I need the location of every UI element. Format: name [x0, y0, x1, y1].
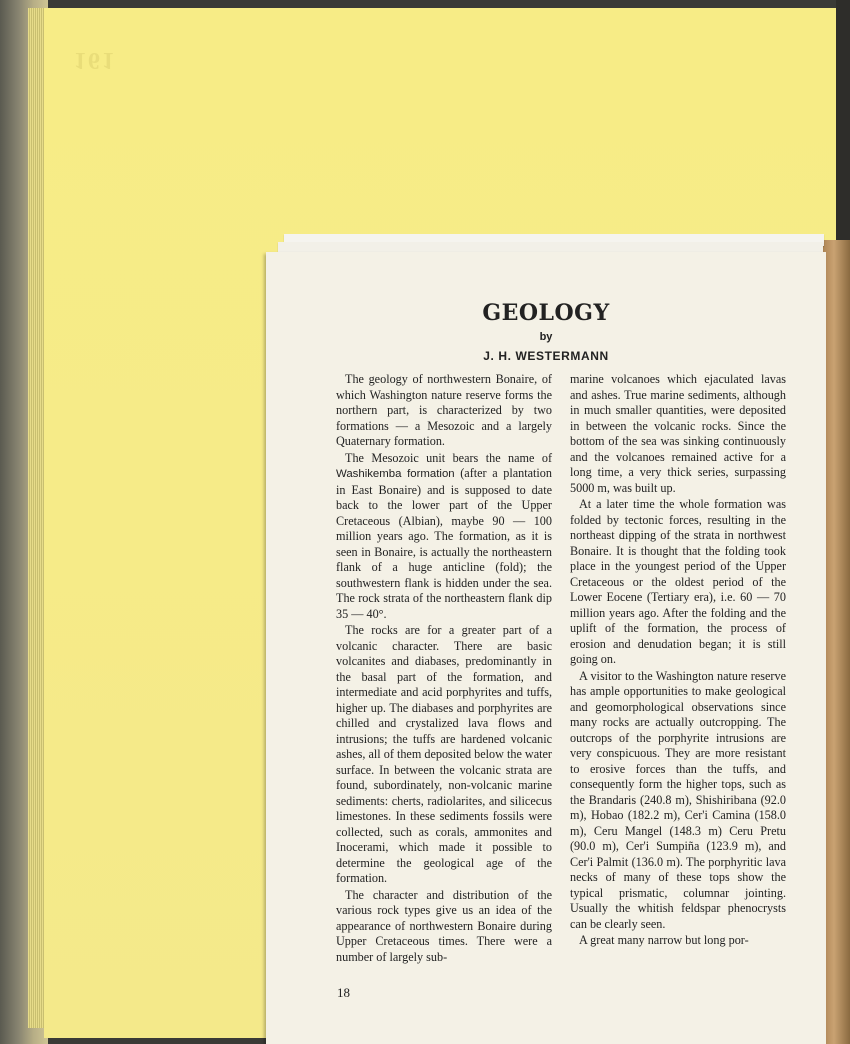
paragraph: A great many narrow but long por- — [579, 933, 749, 947]
paragraph-text: (after a plantation in East Bonaire) and is supposed to date back to the lower part of the Upper Cretaceous (Albian), maybe 90 — 100 million years ago. The formation, as it is seen in Bonaire, is actually the northeastern flank of a huge anticline (fold); the southwestern flank is hidden under the sea. The rock strata of the northeastern flank dip 35 — 40°. — [336, 466, 552, 621]
article-title: GEOLOGY — [482, 300, 610, 326]
paragraph — [336, 451, 552, 623]
paragraph: The character and distribution of the various rock types give us an idea of the appearance of northwestern Bonaire during Upper Cretaceous times. There were a number of largely sub- — [336, 887, 552, 964]
byline-by: by — [539, 331, 553, 343]
paragraph: A visitor to the Washington nature reserve has ample opportunities to make geological and geomorphological observations since many rocks are actually outcropping. The outcrops of the porphyrite intrusions are very conspicuous. They are more resistant to erosive forces than the tuffs, and consequently form the higher tops, such as the Brandaris (240.8 m), Shishiribana (92.0 m), Hobao (182.2 m), Cer'i Camina (158.0 m), Ceru Mangel (148.3 m) Ceru Pretu (90.0 m), Cer'i Sumpiña (123.9 m), and Cer'i Palmit (136.0 m). The porphyritic lava necks of many of these tops show the typical prismatic, columnar jointing. Usually the whitish feldspar phenocrysts can be clearly seen. — [570, 668, 786, 931]
paragraph: marine volcanoes which ejaculated lavas and ashes. True marine sediments, although in much smaller quantities, were deposited in between the volcanic rocks. Since the bottom of the sea was sinking continuously and the volcanoes remained active for a long time, a very thick series, surpassing 5000 m, was built up. — [570, 372, 786, 495]
paragraph: The geology of northwestern Bonaire, of which Washington nature reserve forms the northern part, is characterized by two formations — a Mesozoic and a largely Quaternary formation. — [336, 372, 552, 448]
text-column-left — [336, 372, 552, 965]
paragraph: The rocks are for a greater part of a volcanic character. There are basic volcanites and diabases, predominantly in the basal part of the formation, and intermediate and acid porphyrites and tuffs, higher up. The diabases and porphyrites are chilled and crystalized lava flows and intrusions; the tuffs are hardened volcanic ashes, all of them deposited below the water surface. In between the volcanic strata are found, subordinately, non-volcanic marine sediments: cherts, radiolarites, and silicecus limestones. In these sediments fossils were collected, such as corals, ammonites and Inocerami, which made it possible to determine the geological age of the formation. — [336, 623, 552, 885]
article-author: J. H. WESTERMANN — [483, 349, 609, 363]
paragraph: At a later time the whole formation was folded by tectonic forces, resulting in the northeast dipping of the strata in northwest Bonaire. It is thought that the folding took place in the youngest period of the Upper Cretaceous or the oldest period of the Lower Eocene (Tertiary era), i.e. 60 — 70 million years ago. After the folding and the uplift of the formation, the process of erosion and denudation began; it is still going on. — [570, 497, 786, 666]
formation-name-bold: Washikemba formation — [336, 468, 455, 480]
paragraph-text: The Mesozoic unit bears the name of — [345, 450, 552, 465]
page-number: 18 — [337, 985, 350, 1000]
show-through-page-number: 161 — [74, 47, 116, 73]
text-column-right — [570, 372, 786, 949]
